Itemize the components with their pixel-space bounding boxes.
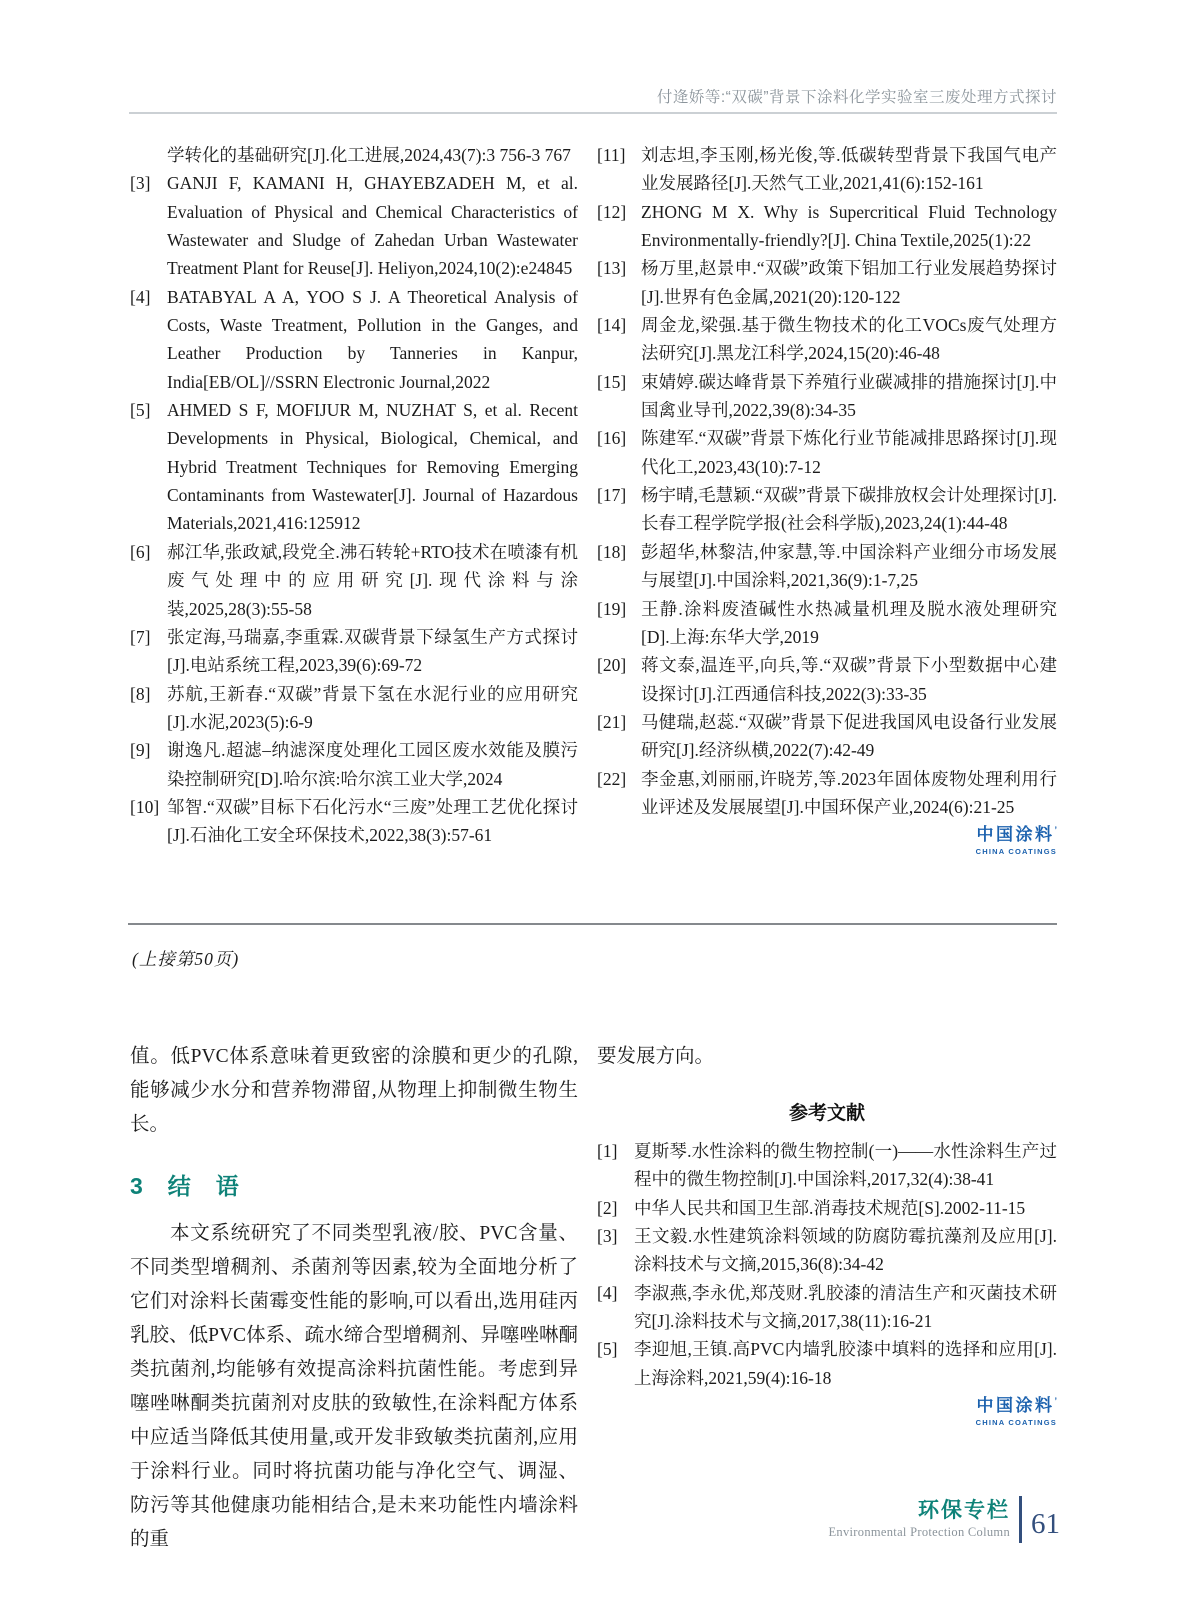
logo-trademark: ’ bbox=[1054, 825, 1057, 836]
header-rule bbox=[129, 112, 1057, 114]
logo-text-en: CHINA COATINGS bbox=[975, 1417, 1057, 1427]
logo-wordmark: 中国涂料 bbox=[976, 1396, 1055, 1416]
continuation-note: (上接第50页) bbox=[132, 949, 240, 969]
reference-item bbox=[597, 1222, 1057, 1279]
reference-item bbox=[597, 198, 1057, 255]
reference-item bbox=[597, 1279, 1057, 1336]
reference-item bbox=[597, 368, 1057, 425]
reference-number: [6] bbox=[130, 541, 151, 562]
reference-item bbox=[597, 141, 1057, 198]
reference-number: [17] bbox=[597, 485, 627, 506]
reference-number: [14] bbox=[597, 315, 627, 336]
reference-list-article bbox=[597, 1137, 1057, 1392]
reference-number: [20] bbox=[597, 655, 627, 676]
reference-number: [3] bbox=[130, 173, 151, 194]
reference-text: 王文毅.水性建筑涂料领域的防腐防霉抗藻剂及应用[J].涂料技术与文摘,2015,36(8):34-42 bbox=[634, 1226, 1057, 1275]
reference-item bbox=[597, 1194, 1057, 1222]
reference-item bbox=[130, 623, 578, 680]
reference-number: [4] bbox=[130, 286, 151, 307]
section-divider-rule bbox=[128, 923, 1057, 925]
reference-text: AHMED S F, MOFIJUR M, NUZHAT S, et al. Recent Developments in Physical, Biological, Chemical, and Hybrid Treatment Techniques for Removing Emerging Contaminants from Wastewater[J]. Journal of Hazardous Materials,2021,416:125912 bbox=[167, 400, 578, 534]
paragraph-pvc: 值。低PVC体系意味着更致密的涂膜和更少的孔隙,能够减少水分和营养物滞留,从物理上抑制微生物生长。 bbox=[130, 1046, 578, 1135]
reference-item bbox=[130, 283, 578, 396]
reference-number: [7] bbox=[130, 626, 151, 647]
reference-item bbox=[597, 254, 1057, 311]
reference-item bbox=[597, 311, 1057, 368]
reference-text: 周金龙,梁强.基于微生物技术的化工VOCs废气处理方法研究[J].黑龙江科学,2024,15(20):46-48 bbox=[641, 315, 1057, 364]
page-footer bbox=[829, 1496, 1061, 1543]
reference-item bbox=[597, 424, 1057, 481]
references-right-column bbox=[597, 141, 1057, 856]
reference-number: [5] bbox=[130, 400, 151, 421]
reference-number: [3] bbox=[597, 1226, 618, 1247]
reference-number: [11] bbox=[597, 145, 626, 165]
reference-text: 中华人民共和国卫生部.消毒技术规范[S].2002-11-15 bbox=[634, 1197, 1026, 1218]
reference-item bbox=[130, 793, 578, 850]
paragraph-conclusion: 本文系统研究了不同类型乳液/胶、PVC含量、不同类型增稠剂、杀菌剂等因素,较为全面地分析了它们对涂料长菌霉变性能的影响,可以看出,选用硅丙乳胶、低PVC体系、疏水缔合型增稠剂、异噻唑啉酮类抗菌剂,均能够有效提高涂料抗菌性能。考虑到异噻唑啉酮类抗菌剂对皮肤的致敏性,在涂料配方体系中应适当降低其使用量,或开发非致敏类抗菌剂,应用于涂料行业。同时将抗菌功能与净化空气、调湿、防污等其他健康功能相结合,是未来功能性内墙涂料的重 bbox=[130, 1223, 578, 1550]
reference-text: 苏航,王新春.“双碳”背景下氢在水泥行业的应用研究[J].水泥,2023(5):6-9 bbox=[167, 683, 578, 732]
reference-item bbox=[130, 538, 578, 623]
reference-text: 夏斯琴.水性涂料的微生物控制(一)——水性涂料生产过程中的微生物控制[J].中国涂料,2017,32(4):38-41 bbox=[634, 1141, 1057, 1190]
reference-text: 谢逸凡.超滤–纳滤深度处理化工园区废水效能及膜污染控制研究[D].哈尔滨:哈尔滨工业大学,2024 bbox=[167, 740, 578, 789]
reference-item bbox=[597, 765, 1057, 822]
reference-text: 李金惠,刘丽丽,许晓芳,等.2023年固体废物处理利用行业评述及发展展望[J].中国环保产业,2024(6):21-25 bbox=[641, 768, 1057, 817]
reference-text: 杨万里,赵景申.“双碳”政策下铝加工行业发展趋势探讨[J].世界有色金属,2021(20):120-122 bbox=[641, 258, 1057, 307]
page-number: 61 bbox=[1031, 1508, 1060, 1540]
logo-trademark: ’ bbox=[1054, 1396, 1057, 1407]
reference-item bbox=[130, 141, 578, 169]
running-head-title: 付逄娇等:“双碳”背景下涂料化学实验室三废处理方式探讨 bbox=[656, 89, 1057, 106]
reference-number: [10] bbox=[130, 796, 160, 817]
paragraph-continued: 要发展方向。 bbox=[597, 1046, 715, 1067]
reference-item bbox=[597, 538, 1057, 595]
china-coatings-logo bbox=[597, 1397, 1057, 1427]
reference-number: [9] bbox=[130, 740, 151, 761]
reference-number: [21] bbox=[597, 711, 627, 732]
reference-number: [22] bbox=[597, 768, 627, 789]
reference-item bbox=[597, 481, 1057, 538]
reference-item bbox=[130, 169, 578, 282]
references-heading: 参考文献 bbox=[788, 1103, 865, 1124]
reference-number: [8] bbox=[130, 683, 151, 704]
article-right-column bbox=[597, 1040, 1057, 1557]
reference-number: [4] bbox=[597, 1282, 618, 1303]
reference-item bbox=[130, 396, 578, 538]
china-coatings-logo bbox=[597, 826, 1057, 856]
column-title-block bbox=[829, 1499, 1011, 1540]
reference-text: 李淑燕,李永优,郑茂财.乳胶漆的清洁生产和灭菌技术研究[J].涂料技术与文摘,2017,38(11):16-21 bbox=[634, 1282, 1057, 1332]
reference-text: 邹智.“双碳”目标下石化污水“三废”处理工艺优化探讨[J].石油化工安全环保技术,2022,38(3):57-61 bbox=[167, 796, 578, 846]
reference-item bbox=[597, 1137, 1057, 1194]
reference-item bbox=[597, 595, 1057, 652]
reference-number: [15] bbox=[597, 371, 627, 392]
reference-text: 王静.涂料废渣碱性水热减量机理及脱水液处理研究[D].上海:东华大学,2019 bbox=[641, 598, 1057, 647]
reference-text: 学转化的基础研究[J].化工进展,2024,43(7):3 756-3 767 bbox=[167, 145, 571, 165]
reference-text: 郝江华,张政斌,段党全.沸石转轮+RTO技术在喷漆有机废气处理中的应用研究[J].现代涂料与涂装,2025,28(3):55-58 bbox=[167, 541, 578, 619]
reference-number: [2] bbox=[597, 1197, 618, 1218]
article-continued-section bbox=[130, 1040, 1057, 1557]
reference-item bbox=[597, 651, 1057, 708]
logo-text-cn bbox=[976, 1397, 1057, 1416]
section-heading-conclusion: 3 结 语 bbox=[130, 1173, 240, 1199]
reference-item bbox=[597, 1335, 1057, 1392]
reference-text: 蒋文泰,温连平,向兵,等.“双碳”背景下小型数据中心建设探讨[J].江西通信科技,2022(3):33-35 bbox=[641, 655, 1057, 704]
references-continued-section bbox=[130, 141, 1057, 856]
reference-number: [5] bbox=[597, 1339, 618, 1360]
reference-number: [13] bbox=[597, 258, 627, 279]
reference-number: [1] bbox=[597, 1141, 618, 1161]
reference-text: 张定海,马瑞嘉,李重霖.双碳背景下绿氢生产方式探讨[J].电站系统工程,2023,39(6):69-72 bbox=[167, 626, 578, 676]
reference-text: 刘志坦,李玉刚,杨光俊,等.低碳转型背景下我国气电产业发展路径[J].天然气工业,2021,41(6):152-161 bbox=[641, 145, 1057, 194]
column-title-en: Environmental Protection Column bbox=[828, 1525, 1010, 1540]
reference-text: 束婧婷.碳达峰背景下养殖行业碳减排的措施探讨[J].中国禽业导刊,2022,39(8):34-35 bbox=[641, 371, 1057, 421]
reference-number: [18] bbox=[597, 541, 627, 562]
reference-item bbox=[130, 736, 578, 793]
article-left-column bbox=[130, 1040, 578, 1557]
reference-number: [12] bbox=[597, 201, 627, 222]
footer-divider-bar bbox=[1019, 1496, 1022, 1543]
reference-item bbox=[597, 708, 1057, 765]
logo-text-cn bbox=[976, 826, 1057, 845]
reference-text: 彭超华,林黎洁,仲家慧,等.中国涂料产业细分市场发展与展望[J].中国涂料,2021,36(9):1-7,25 bbox=[641, 541, 1057, 591]
reference-text: 陈建军.“双碳”背景下炼化行业节能减排思路探讨[J].现代化工,2023,43(10):7-12 bbox=[641, 428, 1057, 477]
logo-text-en: CHINA COATINGS bbox=[975, 846, 1057, 856]
logo-wordmark: 中国涂料 bbox=[976, 825, 1055, 845]
reference-list-right bbox=[597, 141, 1057, 821]
reference-number: [19] bbox=[597, 598, 627, 619]
reference-number: [16] bbox=[597, 428, 627, 449]
reference-item bbox=[130, 680, 578, 737]
reference-text: 杨宇晴,毛慧颖.“双碳”背景下碳排放权会计处理探讨[J].长春工程学院学报(社会科学版),2023,24(1):44-48 bbox=[641, 485, 1057, 534]
reference-list-left bbox=[130, 141, 578, 856]
reference-text: ZHONG M X. Why is Supercritical Fluid Technology Environmentally-friendly?[J]. China Textile,2025(1):22 bbox=[641, 201, 1057, 251]
reference-text: BATABYAL A A, YOO S J. A Theoretical Analysis of Costs, Waste Treatment, Pollution in the Ganges, and Leather Production by Tanneries in Kanpur, India[EB/OL]//SSRN Electronic Journal,2022 bbox=[167, 286, 578, 392]
column-title-cn: 环保专栏 bbox=[918, 1498, 1010, 1522]
reference-text: GANJI F, KAMANI H, GHAYEBZADEH M, et al. Evaluation of Physical and Chemical Characteristics of Wastewater and Sludge of Zahedan Urban Wastewater Treatment Plant for Reuse[J]. Heliyon,2024,10(2):e24845 bbox=[167, 173, 578, 279]
reference-text: 马健瑞,赵蕊.“双碳”背景下促进我国风电设备行业发展研究[J].经济纵横,2022(7):42-49 bbox=[641, 711, 1057, 761]
reference-text: 李迎旭,王镇.高PVC内墙乳胶漆中填料的选择和应用[J].上海涂料,2021,59(4):16-18 bbox=[634, 1339, 1057, 1388]
